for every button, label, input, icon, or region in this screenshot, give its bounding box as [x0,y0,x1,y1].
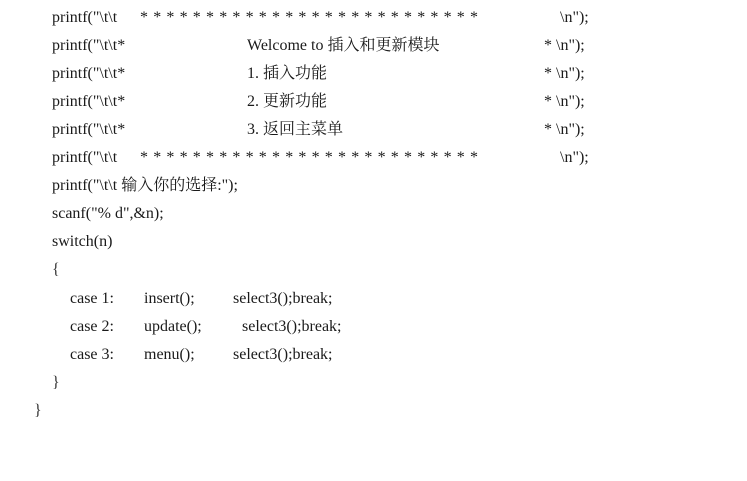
menu-title-text: Welcome to 插入和更新模块 [247,37,440,54]
case-next: select3();break; [233,346,333,363]
scanf-statement: scanf("% d",&n); [52,205,164,222]
printf-prefix: printf("\t\t* [52,37,126,54]
printf-suffix: * \n"); [544,93,585,110]
printf-suffix: \n"); [560,149,589,166]
case-next: select3();break; [242,318,342,335]
code-line-8 [0,200,747,228]
case-next: select3();break; [233,290,333,307]
case-label: case 3: [70,346,114,363]
printf-prefix: printf("\t\t* [52,93,126,110]
printf-prefix: printf("\t\t* [52,121,126,138]
case-call: update(); [144,318,202,335]
printf-prompt-statement: printf("\t\t 输入你的选择:"); [52,177,238,194]
star-border: * * * * * * * * * * * * * * * * * * * * * * * * * * [140,149,479,166]
switch-statement: switch(n) [52,233,113,250]
switch-close-brace: } [52,374,60,391]
menu-option-update: 2. 更新功能 [247,93,328,110]
case-label: case 1: [70,290,114,307]
code-line-7 [0,172,747,200]
code-line-5 [0,116,747,144]
case-call: menu(); [144,346,195,363]
printf-prefix: printf("\t\t [52,149,118,166]
star-border: * * * * * * * * * * * * * * * * * * * * * * * * * * [140,9,479,26]
code-line-3 [0,60,747,88]
printf-suffix: * \n"); [544,121,585,138]
code-line-case-3 [0,341,747,369]
printf-prefix: printf("\t\t* [52,65,126,82]
code-line-case-1 [0,285,747,313]
case-label: case 2: [70,318,114,335]
menu-option-return: 3. 返回主菜单 [247,121,344,138]
code-line-1 [0,4,747,32]
menu-option-insert: 1. 插入功能 [247,65,328,82]
code-line-9 [0,228,747,256]
code-line-6 [0,144,747,172]
printf-suffix: * \n"); [544,65,585,82]
code-line-case-2 [0,313,747,341]
printf-suffix: * \n"); [544,37,585,54]
function-close-brace: } [34,402,42,419]
printf-suffix: \n"); [560,9,589,26]
switch-open-brace: { [52,261,60,278]
code-line-4 [0,88,747,116]
code-line-2 [0,32,747,60]
printf-prefix: printf("\t\t [52,9,118,26]
case-call: insert(); [144,290,195,307]
